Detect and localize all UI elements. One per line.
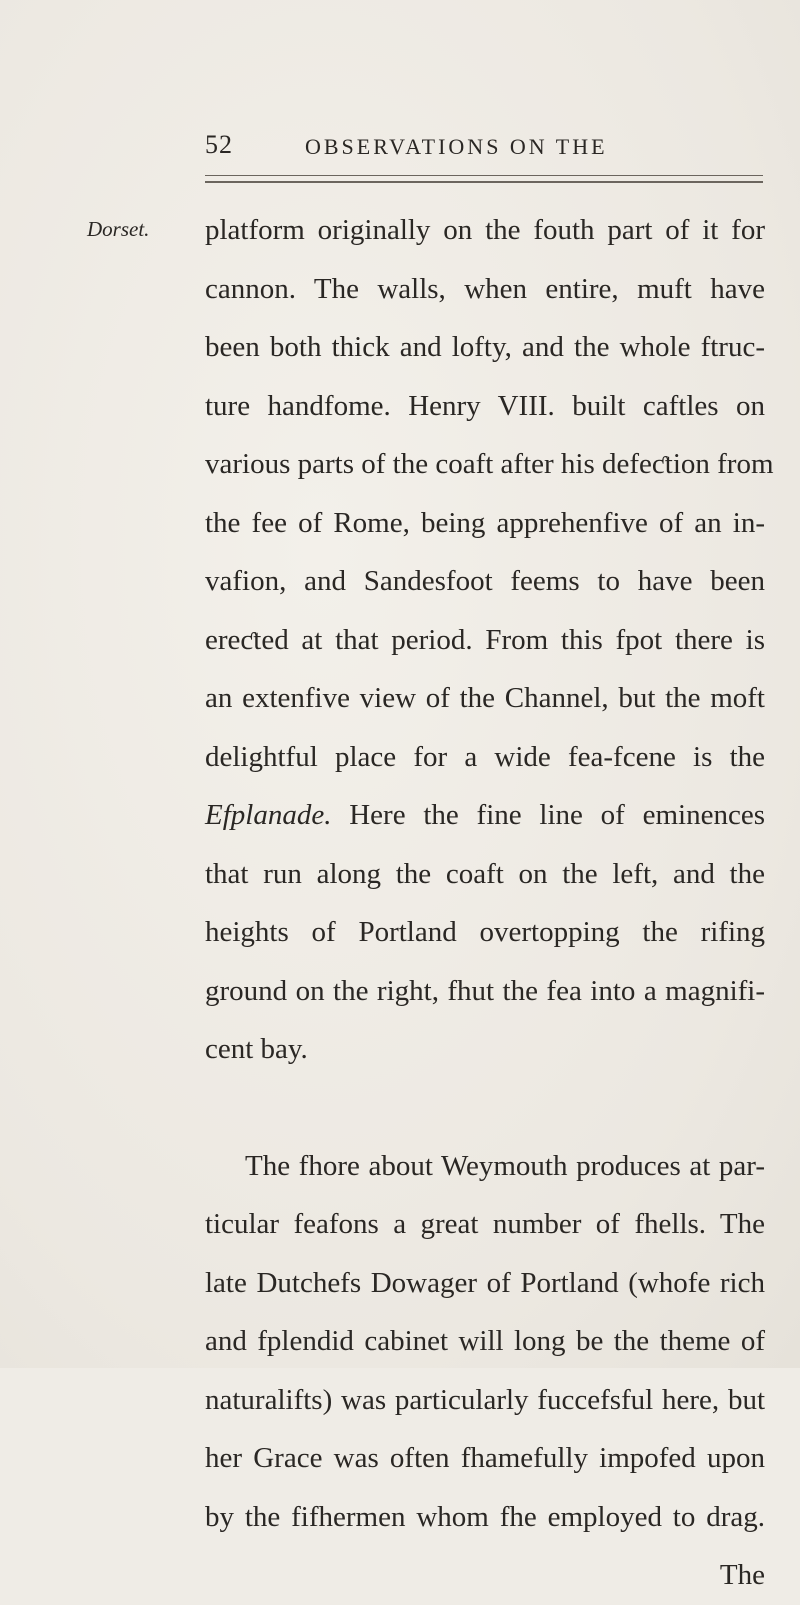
text-line: cannon. The walls, when entire, muft have — [205, 272, 765, 305]
text-line: The fhore about Weymouth produces at par- — [245, 1149, 765, 1182]
text-line: been both thick and lofty, and the whole ftruc- — [205, 331, 765, 363]
text-line: and fplendid cabinet will long be the theme of — [205, 1325, 765, 1357]
text-line: that run along the coaft on the left, and the — [205, 857, 765, 890]
text-line: platform originally on the fouth part of it for — [205, 214, 765, 246]
text-line: her Grace was often fhamefully impofed upon — [205, 1442, 765, 1474]
text-line: an extenfive view of the Channel, but the moft — [205, 682, 765, 714]
text-line: cent bay. — [205, 1033, 308, 1065]
page-header — [205, 130, 765, 164]
page-number: 52 — [205, 130, 233, 159]
italic-word: Efplanade. — [205, 799, 332, 831]
text-line: vafion, and Sandesfoot feems to have been — [205, 565, 765, 597]
text-line: various parts of the coaft after his defeƈtion from — [205, 448, 774, 480]
text-line: ticular feafons a great number of fhells. The — [205, 1208, 765, 1240]
running-head: OBSERVATIONS ON THE — [305, 134, 608, 159]
catchword: The — [719, 1559, 765, 1591]
header-rule — [205, 175, 763, 183]
text-line: ereƈted at that period. From this fpot there is — [205, 623, 765, 656]
text-line-esplanade — [205, 786, 765, 845]
text-line: heights of Portland overtopping the rifing — [205, 916, 765, 948]
text-line: ground on the right, fhut the fea into a magnifi- — [205, 974, 765, 1007]
text-line: ture handfome. Henry VIII. built caftles on — [205, 389, 765, 422]
text-line-rest: Here the fine line of eminences — [349, 799, 766, 831]
text-line: naturalifts) was particularly fuccefsful here, but — [205, 1383, 765, 1416]
body-text — [205, 201, 774, 1605]
text-line: the fee of Rome, being apprehenfive of an in- — [205, 506, 765, 539]
text-line: by the fifhermen whom fhe employed to drag. — [205, 1500, 765, 1533]
margin-note: Dorset. — [87, 217, 150, 241]
text-line: late Dutchefs Dowager of Portland (whofe rich — [205, 1266, 765, 1299]
text-line: delightful place for a wide fea-fcene is the — [205, 740, 765, 773]
